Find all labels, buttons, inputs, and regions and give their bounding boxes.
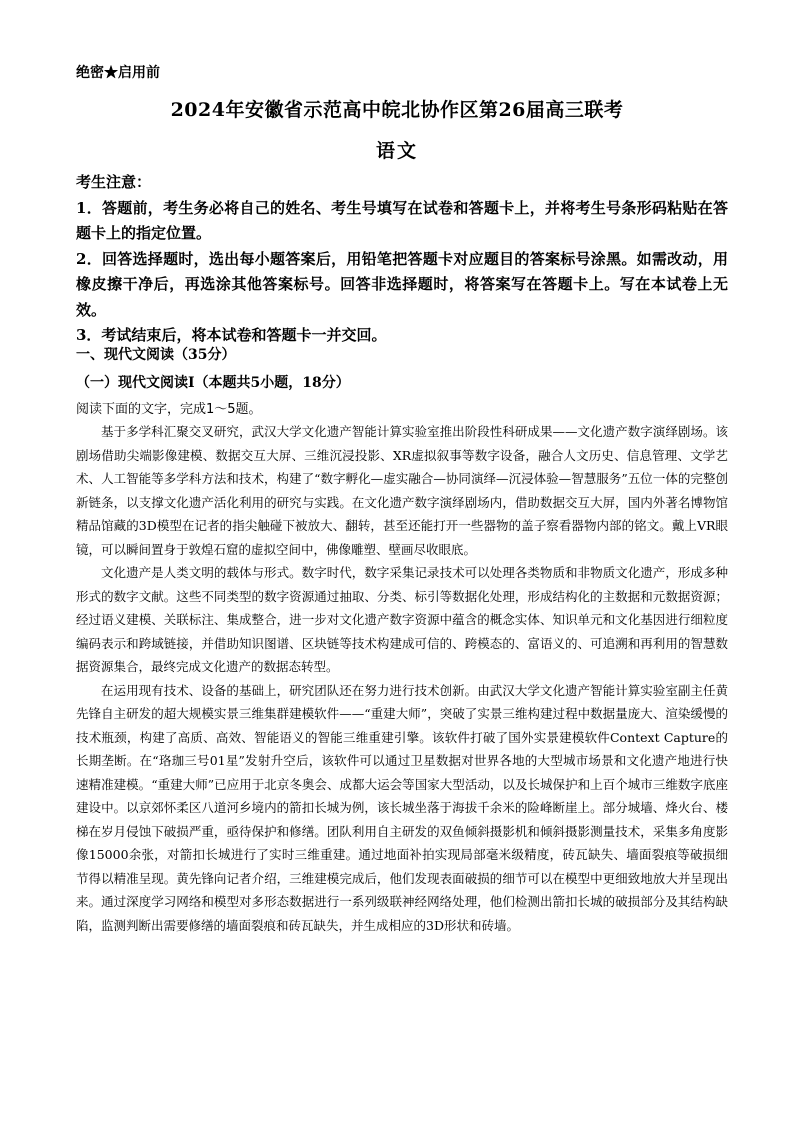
section-title: 一、现代文阅读（35分） bbox=[76, 347, 236, 363]
passage-paragraph-1: 基于多学科汇聚交叉研究，武汉大学文化遗产智能计算实验室推出阶段性科研成果——文化遗产数字演绎剧场。该剧场借助尖端影像建模、数据交互大屏、三维沉浸投影、XR虚拟叙事等数字设备，融合人文历史、信息管理、文学艺术、人工智能等多学科方法和技术，构建了“数字孵化—虚实融合—协同演绎—沉浸体验—智慧服务”五位一体的完整创新链条，以支撑文化遗产活化利用的研究与实践。在文化遗产数字演绎剧场内，借助数据交互大屏，国内外著名博物馆精品馆藏的3D模型在记者的指尖触碰下被放大、翻转，甚至还能打开一些器物的盖子察看器物内部的铭文。戴上VR眼镜，可以瞬间置身于敦煌石窟的虚拟空间中，佛像雕塑、壁画尽收眼底。 bbox=[76, 424, 728, 557]
notes-heading: 考生注意： bbox=[76, 173, 152, 191]
confidential-mark: 绝密★启用前 bbox=[76, 65, 160, 81]
passage-paragraph-2: 文化遗产是人类文明的载体与形式。数字时代，数字采集记录技术可以处理各类物质和非物质文化遗产，形成多种形式的数字文献。这些不同类型的数字资源通过抽取、分类、标引等数据化处理，形成结构化的主数据和元数据资源；经过语义建模、关联标注、集成整合，进一步对文化遗产数字资源中蕴含的概念实体、知识单元和文化基因进行细粒度编码表示和跨域链接，并借助知识图谱、区块链等技术构建成可信的、跨模态的、富语义的、可追溯和再利用的智慧数据资源集合，最终完成文化遗产的数据态转型。 bbox=[76, 565, 728, 674]
candidate-notes bbox=[76, 170, 728, 349]
reading-instruction: 阅读下面的文字，完成1～5题。 bbox=[76, 402, 262, 417]
note-item-1: 1．答题前，考生务必将自己的姓名、考生号填写在试卷和答题卡上，并将考生号条形码粘贴在答题卡上的指定位置。 bbox=[76, 198, 728, 242]
passage-paragraph-3: 在运用现有技术、设备的基础上，研究团队还在努力进行技术创新。由武汉大学文化遗产智能计算实验室副主任黄先锋自主研发的超大规模实景三维集群建模软件——“重建大师”，突破了实景三维构建过程中数据量庞大、渲染缓慢的技术瓶颈，构建了高质、高效、智能语义的智能三维重建引擎。该软件打破了国外实景建模软件Context Capture的长期垄断。在“珞珈三号01星”发射升空后，该软件可以通过卫星数据对世界各地的大型城市场景和文化遗产地进行快速精准建模。“重建大师”已应用于北京冬奥会、成都大运会等国家大型活动，以及长城保护和上百个城市三维数字底座建设中。以京郊怀柔区八道河乡境内的箭扣长城为例，该长城坐落于海拔千余米的险峰断崖上。部分城墙、烽火台、楼梯在岁月侵蚀下破损严重，亟待保护和修缮。团队利用自主研发的双鱼倾斜摄影机和倾斜摄影测量技术，采集多角度影像15000余张，对箭扣长城进行了实时三维重建。通过地面补拍实现局部毫米级精度，砖瓦缺失、墙面裂痕等破损细节得以精准呈现。黄先锋向记者介绍，三维建模完成后，他们发现表面破损的细节可以在模型中更细致地放大并呈现出来。通过深度学习网络和模型对多形态数据进行一系列级联神经网络处理，他们检测出箭扣长城的破损部分及其结构缺陷，监测判断出需要修缮的墙面裂痕和砖瓦缺失，并生成相应的3D形状和砖墙。 bbox=[76, 682, 728, 933]
reading-passage bbox=[76, 420, 728, 937]
part-title: （一）现代文阅读Ⅰ（本题共5小题，18分） bbox=[76, 375, 350, 391]
subject-title: 语文 bbox=[375, 140, 418, 162]
exam-title: 2024年安徽省示范高中皖北协作区第26届高三联考 bbox=[170, 99, 624, 121]
note-item-2: 2．回答选择题时，选出每小题答案后，用铅笔把答题卡对应题目的答案标号涂黑。如需改动，用橡皮擦干净后，再选涂其他答案标号。回答非选择题时，将答案写在答题卡上。写在本试卷上无效。 bbox=[76, 249, 728, 319]
note-item-3: 3．考试结束后，将本试卷和答题卡一并交回。 bbox=[76, 326, 387, 344]
